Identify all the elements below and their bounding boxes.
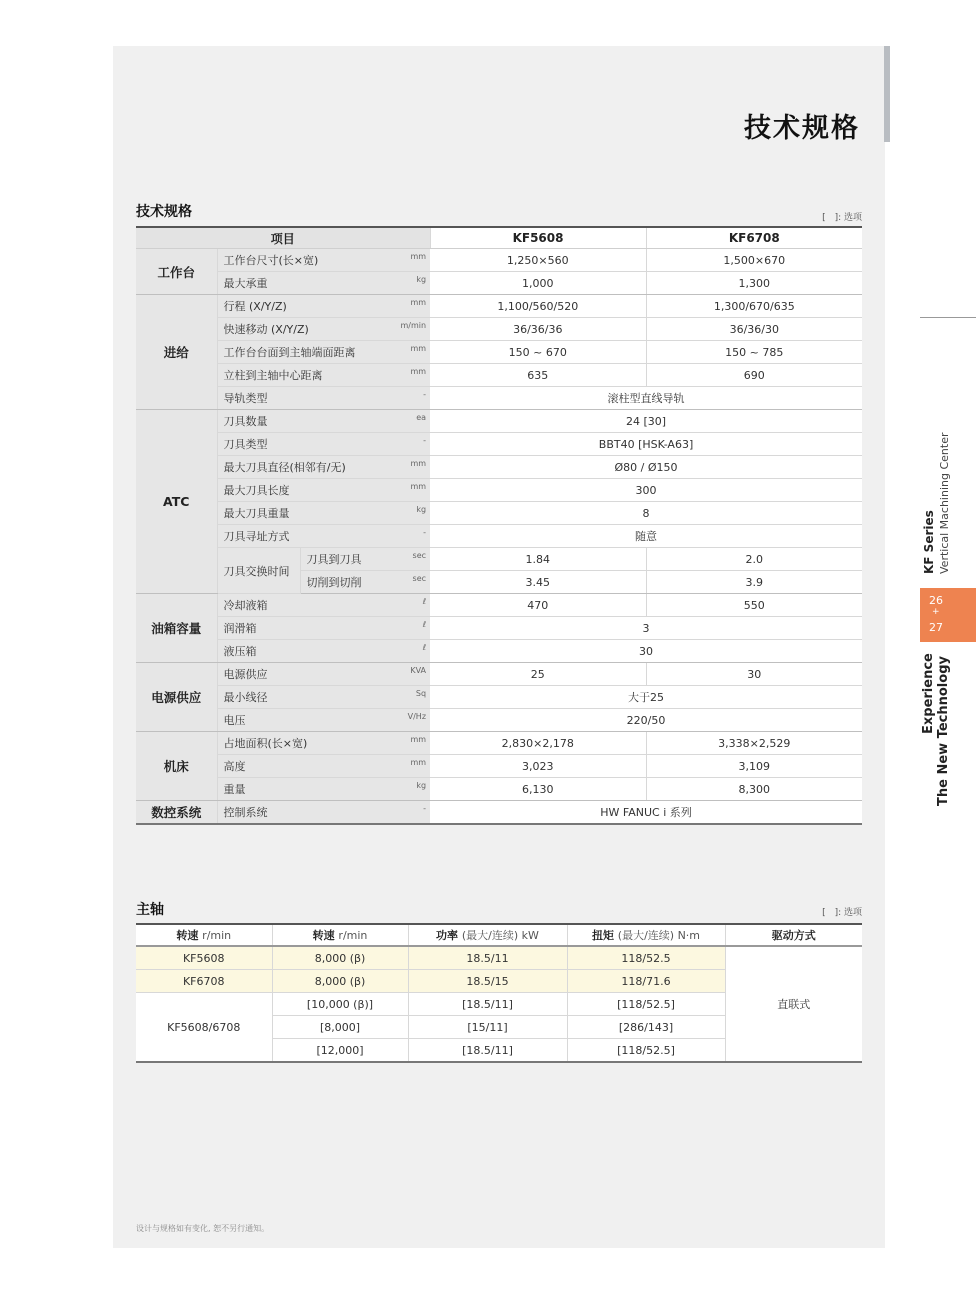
category-tank: 油箱容量 — [136, 594, 217, 663]
spec-row: 重量 kg — [217, 778, 430, 801]
page-edge-bar — [884, 46, 890, 142]
spec-value: 1,250×560 — [430, 249, 646, 272]
header-model-a: KF5608 — [430, 227, 646, 249]
spec-row: 快速移动 (X/Y/Z) m/min — [217, 318, 430, 341]
spindle-header: 扭矩 (最大/连续) N·m — [567, 924, 725, 946]
spec-value: 1,500×670 — [646, 249, 862, 272]
spec-value-shared: 220/50 — [430, 709, 862, 732]
spindle-model: KF5608 — [136, 946, 272, 970]
spec-row: 刀具数量 ea — [217, 410, 430, 433]
spec-row: 工作台尺寸(长×宽) mm — [217, 249, 430, 272]
spindle-model: KF6708 — [136, 970, 272, 993]
spec-value-shared: 300 — [430, 479, 862, 502]
spec-row: 液压箱 ℓ — [217, 640, 430, 663]
spec-value: 25 — [430, 663, 646, 686]
spec-value: 550 — [646, 594, 862, 617]
tool-exchange-label: 刀具交换时间 — [217, 548, 300, 594]
spec-value-shared: 滚柱型直线导轨 — [430, 387, 862, 410]
footer-note: 设计与规格如有变化, 恕不另行通知。 — [136, 1224, 270, 1233]
spindle-torque: 118/52.5 — [567, 946, 725, 970]
category-atc: ATC — [136, 410, 217, 594]
spindle-torque: [286/143] — [567, 1016, 725, 1039]
spec-value-shared: Ø80 / Ø150 — [430, 456, 862, 479]
spindle-torque: [118/52.5] — [567, 993, 725, 1016]
spec-value-shared: 3 — [430, 617, 862, 640]
spec-row: 高度 mm — [217, 755, 430, 778]
spec-value: 8,300 — [646, 778, 862, 801]
side-tagline-2: The New Technology — [936, 656, 951, 806]
spec-row: 冷却液箱 ℓ — [217, 594, 430, 617]
spec-row: 电源供应 KVA — [217, 663, 430, 686]
header-item: 项目 — [136, 227, 430, 249]
page-title: 技术规格 — [744, 113, 860, 144]
spec-row: 最大刀具直径(相邻有/无) mm — [217, 456, 430, 479]
spec-row: 最小线径 Sq — [217, 686, 430, 709]
spec-value: 3,023 — [430, 755, 646, 778]
spindle-power: 18.5/11 — [408, 946, 567, 970]
category-cnc: 数控系统 — [136, 801, 217, 825]
side-tagline-1: Experience — [921, 653, 936, 734]
spec-table — [136, 226, 862, 825]
spindle-speed: 8,000 (β) — [272, 946, 408, 970]
spec-row: 工作台台面到主轴端面距离 mm — [217, 341, 430, 364]
spindle-header: 驱动方式 — [725, 924, 862, 946]
category-power: 电源供应 — [136, 663, 217, 732]
side-series-title: KF Series — [922, 510, 936, 574]
spec-row: 占地面积(长×宽) mm — [217, 732, 430, 755]
spec-value: 150 ~ 670 — [430, 341, 646, 364]
spec-value: 1.84 — [430, 548, 646, 571]
page-number-left: 26 — [929, 594, 943, 607]
spec-row: 控制系统 - — [217, 801, 430, 825]
spindle-option-note: [ ]: 选项 — [822, 908, 862, 918]
spec-value-shared: 大于25 — [430, 686, 862, 709]
spec-row: 刀具类型 - — [217, 433, 430, 456]
spec-row: 行程 (X/Y/Z) mm — [217, 295, 430, 318]
spec-value: 2.0 — [646, 548, 862, 571]
spec-value: 690 — [646, 364, 862, 387]
spindle-header: 功率 (最大/连续) kW — [408, 924, 567, 946]
spec-value-shared: HW FANUC i 系列 — [430, 801, 862, 825]
spec-value-shared: 随意 — [430, 525, 862, 548]
spec-row: 导轨类型 - — [217, 387, 430, 410]
spec-value: 1,300 — [646, 272, 862, 295]
spec-row: 最大刀具重量 kg — [217, 502, 430, 525]
category-table: 工作台 — [136, 249, 217, 295]
spec-row: 润滑箱 ℓ — [217, 617, 430, 640]
spec-value: 36/36/30 — [646, 318, 862, 341]
spindle-power: [15/11] — [408, 1016, 567, 1039]
header-model-b: KF6708 — [646, 227, 862, 249]
spec-value: 3,109 — [646, 755, 862, 778]
category-machine: 机床 — [136, 732, 217, 801]
spec-value: 470 — [430, 594, 646, 617]
page-number-sep: + — [932, 607, 940, 617]
spec-section-title: 技术规格 — [136, 204, 192, 220]
spindle-speed: [12,000] — [272, 1039, 408, 1063]
spec-row: 切削到切削 sec — [300, 571, 430, 594]
spindle-power: [18.5/11] — [408, 993, 567, 1016]
spec-row: 刀具寻址方式 - — [217, 525, 430, 548]
spec-value-shared: BBT40 [HSK-A63] — [430, 433, 862, 456]
page-number-box — [920, 588, 976, 642]
spindle-table — [136, 923, 862, 1063]
side-series-subtitle: Vertical Machining Center — [938, 432, 951, 574]
spec-option-note: [ ]: 选项 — [822, 213, 862, 223]
spindle-power: 18.5/15 — [408, 970, 567, 993]
spec-value: 635 — [430, 364, 646, 387]
spec-value: 36/36/36 — [430, 318, 646, 341]
spec-value: 3.9 — [646, 571, 862, 594]
spec-value: 3,338×2,529 — [646, 732, 862, 755]
spec-row: 立柱到主轴中心距离 mm — [217, 364, 430, 387]
spec-value: 30 — [646, 663, 862, 686]
spec-row: 最大承重 kg — [217, 272, 430, 295]
spec-value-shared: 24 [30] — [430, 410, 862, 433]
spindle-option-model: KF5608/6708 — [136, 993, 272, 1063]
spindle-header: 转速 r/min — [136, 924, 272, 946]
spindle-speed: 8,000 (β) — [272, 970, 408, 993]
spec-row: 电压 V/Hz — [217, 709, 430, 732]
side-divider — [920, 317, 976, 318]
spindle-torque: 118/71.6 — [567, 970, 725, 993]
spec-value: 6,130 — [430, 778, 646, 801]
spec-value-shared: 30 — [430, 640, 862, 663]
spec-value-shared: 8 — [430, 502, 862, 525]
category-feed: 进给 — [136, 295, 217, 410]
spindle-drive: 直联式 — [725, 946, 862, 1062]
spec-value: 3.45 — [430, 571, 646, 594]
spindle-speed: [10,000 (β)] — [272, 993, 408, 1016]
spindle-speed: [8,000] — [272, 1016, 408, 1039]
spec-value: 2,830×2,178 — [430, 732, 646, 755]
spec-value: 1,100/560/520 — [430, 295, 646, 318]
page-number-right: 27 — [929, 621, 943, 634]
spindle-header: 转速 r/min — [272, 924, 408, 946]
spec-value: 1,000 — [430, 272, 646, 295]
spec-row: 最大刀具长度 mm — [217, 479, 430, 502]
spec-value: 1,300/670/635 — [646, 295, 862, 318]
spindle-power: [18.5/11] — [408, 1039, 567, 1063]
spec-row: 刀具到刀具 sec — [300, 548, 430, 571]
spec-value: 150 ~ 785 — [646, 341, 862, 364]
spindle-torque: [118/52.5] — [567, 1039, 725, 1063]
spindle-section-title: 主轴 — [136, 902, 164, 918]
